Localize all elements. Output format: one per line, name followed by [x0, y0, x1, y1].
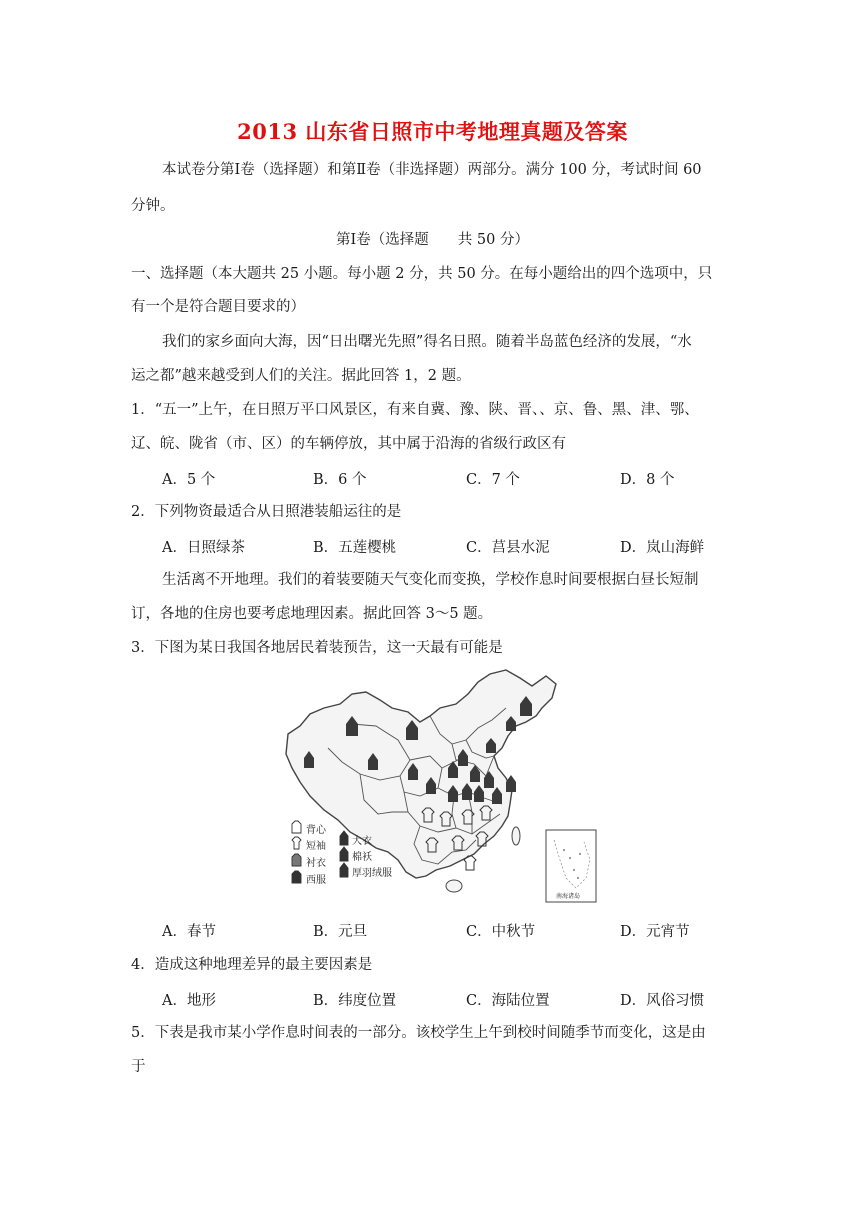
hainan-island	[446, 880, 462, 892]
q2-option-c: C．莒县水泥	[466, 540, 550, 556]
q1-option-d: D．8 个	[620, 472, 675, 488]
legend-label-down-coat: 厚羽绒服	[352, 868, 392, 879]
q1-stem-line-2: 辽、皖、陇省（市、区）的车辆停放，其中属于沿海的省级行政区有	[131, 436, 566, 452]
q4-stem: 4．造成这种地理差异的最主要因素是	[131, 957, 373, 973]
china-clothing-map	[280, 664, 604, 906]
intro-line-2: 分钟。	[131, 198, 175, 214]
q1-option-a: A．5 个	[162, 472, 216, 488]
legend-label-overcoat: 大衣	[352, 836, 372, 847]
map-figure	[280, 664, 604, 906]
q3-option-a: A．春节	[162, 924, 216, 940]
q3-option-d: D．元宵节	[620, 924, 690, 940]
part1-line-1: 一、选择题（本大题共 25 小题。每小题 2 分，共 50 分。在每小题给出的四个选项中，只	[131, 266, 713, 282]
q2-option-d: D．岚山海鲜	[620, 540, 705, 556]
q4-option-c: C．海陆位置	[466, 993, 550, 1009]
q3-stem: 3．下图为某日我国各地居民着装预告，这一天最有可能是	[131, 640, 503, 656]
passage2-line-2: 订，各地的住房也要考虑地理因素。据此回答 3～5 题。	[131, 606, 493, 622]
passage1-line-1: 我们的家乡面向大海，因“日出曙光先照”得名日照。随着半岛蓝色经济的发展，“水	[162, 334, 692, 350]
legend-label-cotton-jacket: 棉袄	[352, 852, 372, 863]
document-title: 2013 山东省日照市中考地理真题及答案	[237, 119, 628, 144]
q1-option-b: B．6 个	[313, 472, 367, 488]
q3-option-b: B．元旦	[313, 924, 368, 940]
q1-option-c: C．7 个	[466, 472, 520, 488]
china-outline	[286, 670, 556, 878]
legend-label-shirt: 衬衣	[306, 858, 326, 869]
part1-line-2: 有一个是符合题目要求的）	[131, 299, 305, 315]
legend-label-vest: 背心	[306, 825, 326, 836]
q2-stem: 2．下列物资最适合从日照港装船运往的是	[131, 504, 402, 520]
passage2-line-1: 生活离不开地理。我们的着装要随天气变化而变换，学校作息时间要根据白昼长短制	[162, 572, 699, 588]
taiwan-island	[512, 827, 520, 845]
legend-label-short-sleeve: 短袖	[306, 841, 326, 852]
q4-option-d: D．风俗习惯	[620, 993, 705, 1009]
q1-stem-line-1: 1．“五一”上午，在日照万平口风景区，有来自冀、豫、陕、晋、、京、鲁、黑、津、鄂、	[131, 402, 699, 418]
q5-stem-line-1: 5．下表是我市某小学作息时间表的一部分。该校学生上午到校时间随季节而变化，这是由	[131, 1025, 706, 1041]
q3-option-c: C．中秋节	[466, 924, 536, 940]
inset-label: 南海诸岛	[556, 893, 581, 900]
section-heading: 第Ⅰ卷（选择题 共 50 分）	[336, 232, 529, 248]
intro-line-1: 本试卷分第Ⅰ卷（选择题）和第Ⅱ卷（非选择题）两部分。满分 100 分，考试时间 60	[162, 162, 702, 178]
passage1-line-2: 运之都”越来越受到人们的关注。据此回答 1，2 题。	[131, 368, 471, 384]
q4-option-a: A．地形	[162, 993, 216, 1009]
legend-label-suit: 西服	[306, 875, 326, 886]
q2-option-a: A．日照绿茶	[162, 540, 245, 556]
q4-option-b: B．纬度位置	[313, 993, 397, 1009]
q2-option-b: B．五莲樱桃	[313, 540, 397, 556]
q5-stem-line-2: 于	[131, 1059, 146, 1075]
